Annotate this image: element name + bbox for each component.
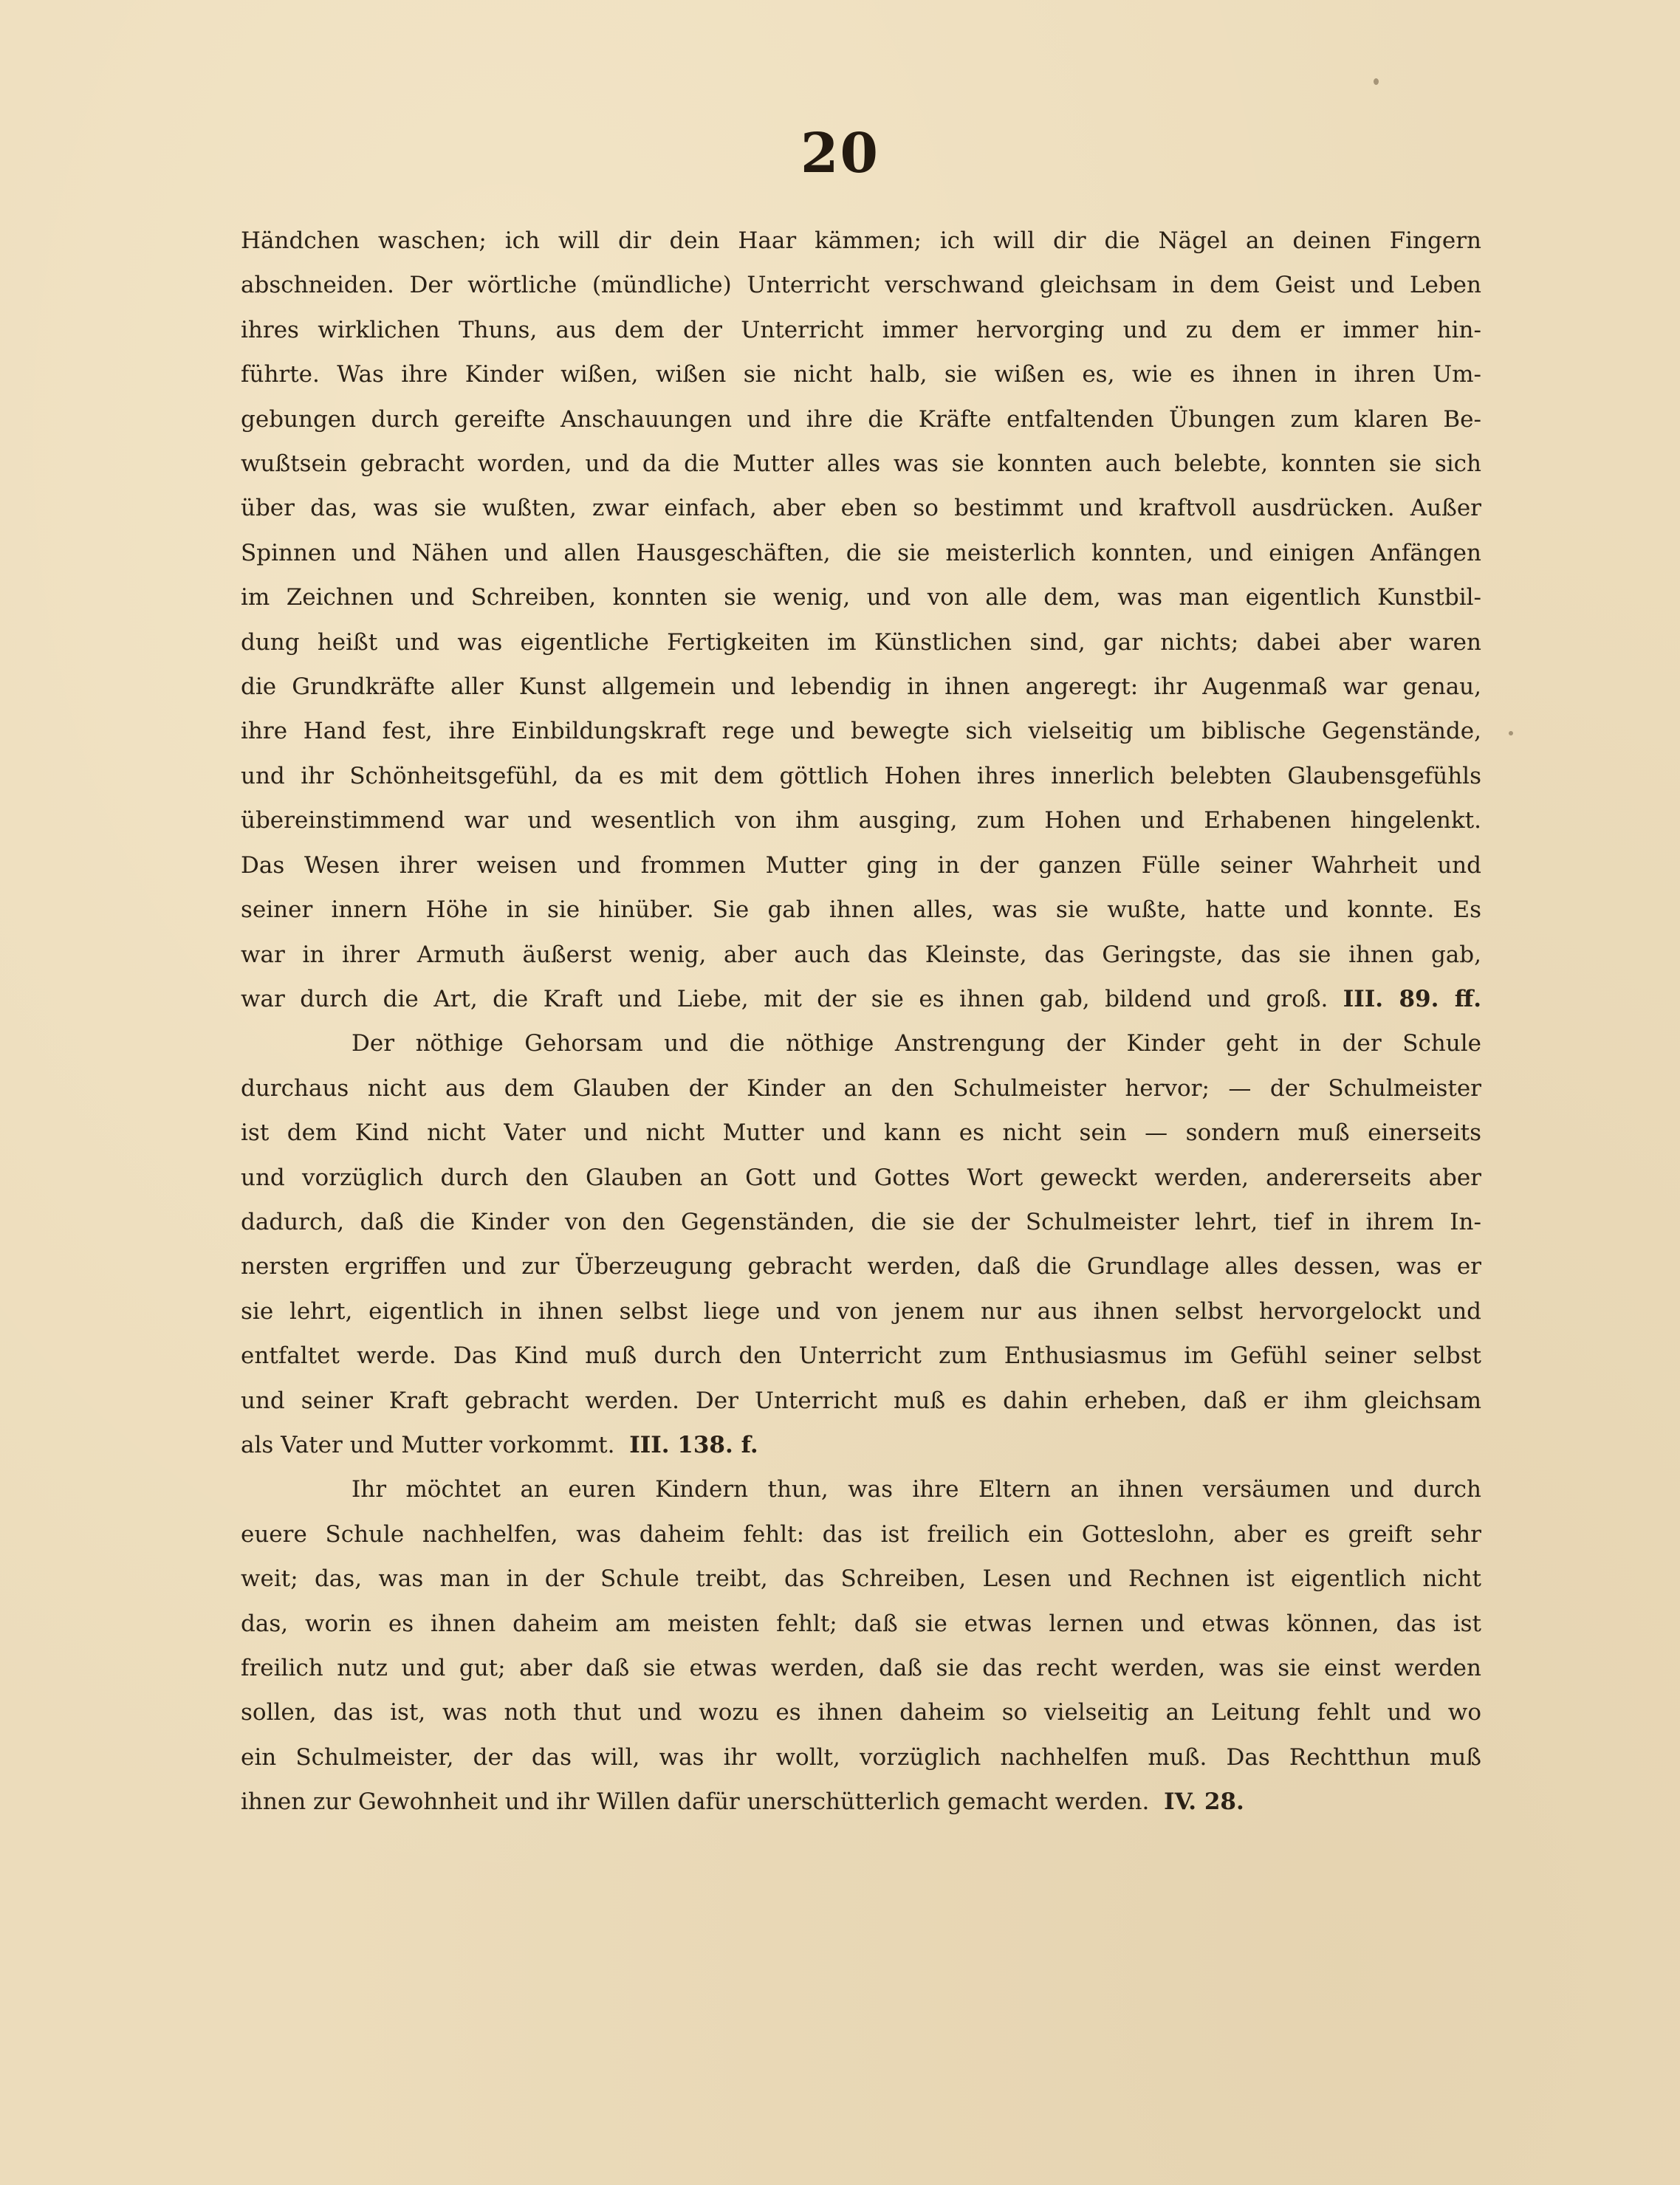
- text-line: im Zeichnen und Schreiben, konnten sie wenig, und von alle dem, was man eigentlich Kunstbil-: [241, 584, 1481, 611]
- text-line: seiner innern Höhe in sie hinüber. Sie gab ihnen alles, was sie wußte, hatte und konnte. Es: [241, 896, 1481, 924]
- text-segment: ihnen zur Gewohnheit und ihr Willen dafür unerschütterlich gemacht werden.: [241, 1788, 1150, 1816]
- text-line: dadurch, daß die Kinder von den Gegenständen, die sie der Schulmeister lehrt, tief in ihrem In-: [241, 1208, 1481, 1235]
- text-line: und ihr Schönheitsgefühl, da es mit dem göttlich Hohen ihres innerlich belebten Glaubensgefühls: [241, 762, 1481, 789]
- text-line: die Grundkräfte aller Kunst allgemein und lebendig in ihnen angeregt: ihr Augenmaß war genau,: [241, 673, 1481, 701]
- text-line: euere Schule nachhelfen, was daheim fehlt: das ist freilich ein Gotteslohn, aber es greift sehr: [241, 1520, 1481, 1548]
- text-line: Das Wesen ihrer weisen und frommen Mutter ging in der ganzen Fülle seiner Wahrheit und: [241, 851, 1481, 879]
- text-line: ein Schulmeister, der das will, was ihr wollt, vorzüglich nachhelfen muß. Das Rechtthun muß: [241, 1743, 1481, 1771]
- text-segment: war durch die Art, die Kraft und Liebe, mit der sie es ihnen gab, bildend und groß.: [241, 985, 1328, 1012]
- citation-reference: III. 138. f.: [629, 1431, 758, 1458]
- text-line: über das, was sie wußten, zwar einfach, aber eben so bestimmt und kraftvoll ausdrücken. Außer: [241, 495, 1481, 522]
- text-line: entfaltet werde. Das Kind muß durch den Unterricht zum Enthusiasmus im Gefühl seiner selbst: [241, 1342, 1481, 1370]
- citation-reference: IV. 28.: [1164, 1788, 1244, 1816]
- text-line: gebungen durch gereifte Anschauungen und ihre die Kräfte entfaltenden Übungen zum klaren Be-: [241, 405, 1481, 433]
- text-line: wußtsein gebracht worden, und da die Mutter alles was sie konnten auch belebte, konnten sie sich: [241, 450, 1481, 478]
- text-line-with-reference: [241, 1780, 1481, 1824]
- citation-reference: III. 89. ff.: [1343, 985, 1481, 1012]
- text-line: ist dem Kind nicht Vater und nicht Mutter und kann es nicht sein — sondern muß einerseits: [241, 1119, 1481, 1147]
- text-line: dung heißt und was eigentliche Fertigkeiten im Künstlichen sind, gar nichts; dabei aber waren: [241, 628, 1481, 656]
- text-line: und vorzüglich durch den Glauben an Gott und Gottes Wort geweckt werden, andererseits aber: [241, 1164, 1481, 1191]
- text-line: ihre Hand fest, ihre Einbildungskraft rege und bewegte sich vielseitig um biblische Gegenstände,: [241, 718, 1481, 745]
- text-line: war in ihrer Armuth äußerst wenig, aber auch das Kleinste, das Geringste, das sie ihnen gab,: [241, 941, 1481, 968]
- text-line-with-reference: [241, 1423, 1481, 1467]
- text-line: sollen, das ist, was noth thut und wozu es ihnen daheim so vielseitig an Leitung fehlt und wo: [241, 1699, 1481, 1726]
- text-line: das, worin es ihnen daheim am meisten fehlt; daß sie etwas lernen und etwas können, das ist: [241, 1610, 1481, 1637]
- text-line: nersten ergriffen und zur Überzeugung gebracht werden, daß die Grundlage alles dessen, was er: [241, 1253, 1481, 1280]
- text-line: Ihr möchtet an euren Kindern thun, was ihre Eltern an ihnen versäumen und durch: [352, 1476, 1481, 1503]
- paragraph-1: [241, 219, 1481, 1021]
- text-line: ihres wirklichen Thuns, aus dem der Unterricht immer hervorging und zu dem er immer hin-: [241, 316, 1481, 343]
- text-segment: als Vater und Mutter vorkommt.: [241, 1431, 615, 1458]
- text-line: durchaus nicht aus dem Glauben der Kinder an den Schulmeister hervor; — der Schulmeister: [241, 1074, 1481, 1102]
- paper-speck: [1374, 78, 1379, 85]
- text-line: abschneiden. Der wörtliche (mündliche) Unterricht verschwand gleichsam in dem Geist und Leben: [241, 272, 1481, 299]
- text-line: übereinstimmend war und wesentlich von ihm ausging, zum Hohen und Erhabenen hingelenkt.: [241, 807, 1481, 834]
- paper-speck: [1509, 731, 1513, 735]
- paragraph-2: [241, 1021, 1481, 1467]
- text-line: Spinnen und Nähen und allen Hausgeschäften, die sie meisterlich konnten, und einigen Anfängen: [241, 539, 1481, 566]
- text-body: [241, 219, 1481, 1825]
- text-line: Händchen waschen; ich will dir dein Haar kämmen; ich will dir die Nägel an deinen Fingern: [241, 227, 1481, 254]
- text-line-with-reference: [241, 977, 1481, 1021]
- text-line: weit; das, was man in der Schule treibt, das Schreiben, Lesen und Rechnen ist eigentlich nicht: [241, 1565, 1481, 1593]
- text-line: freilich nutz und gut; aber daß sie etwas werden, daß sie das recht werden, was sie einst werden: [241, 1655, 1481, 1681]
- paragraph-3: [241, 1467, 1481, 1824]
- text-line: sie lehrt, eigentlich in ihnen selbst liege und von jenem nur aus ihnen selbst hervorgelockt und: [241, 1297, 1481, 1325]
- page-number: 20: [800, 122, 880, 185]
- text-line: führte. Was ihre Kinder wißen, wißen sie nicht halb, sie wißen es, wie es ihnen in ihren Um-: [241, 361, 1481, 388]
- text-line: Der nöthige Gehorsam und die nöthige Anstrengung der Kinder geht in der Schule: [352, 1030, 1481, 1057]
- text-line: und seiner Kraft gebracht werden. Der Unterricht muß es dahin erheben, daß er ihm gleichsam: [241, 1387, 1481, 1414]
